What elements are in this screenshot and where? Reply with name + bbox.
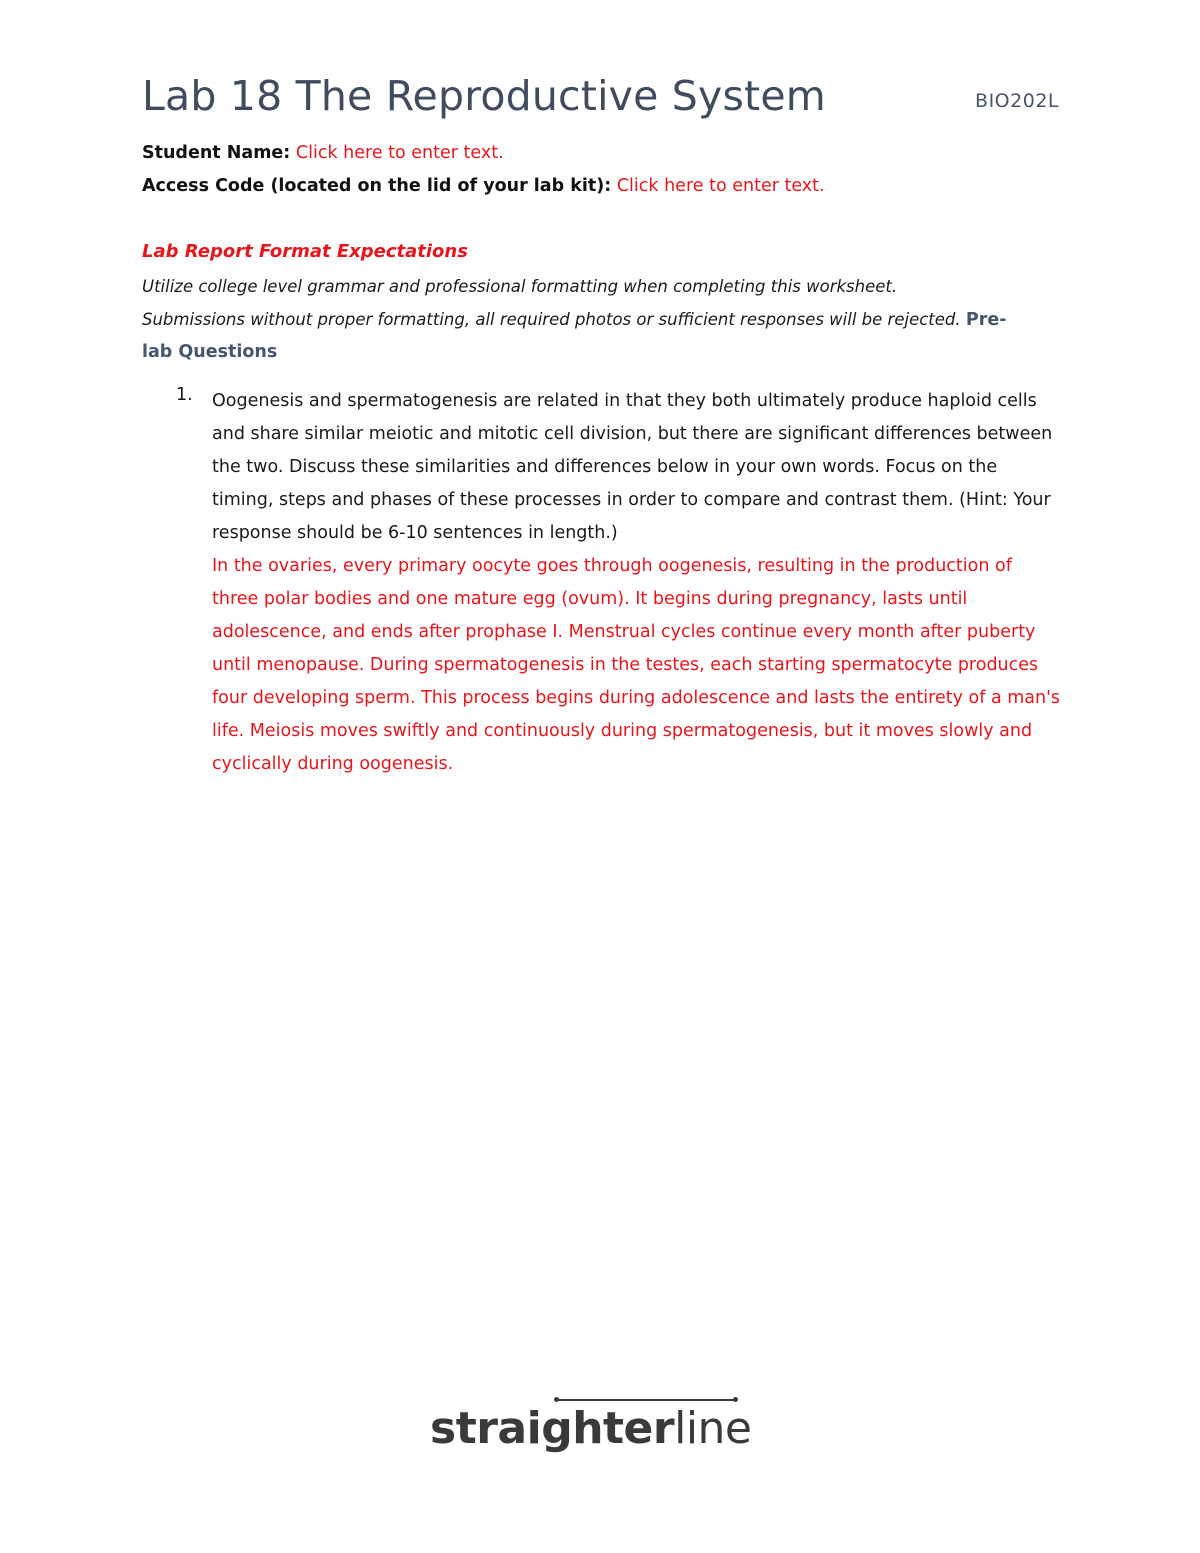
access-code-row <box>142 176 825 196</box>
question-prompt: Oogenesis and spermatogenesis are related in that they both ultimately produce haploid cells and share similar meiotic and mitotic cell division, but there are significant differences between the two. Discuss these similarities and differences below in your own words. Focus on the timing, steps and phases of these processes in order to compare and contrast them. (Hint: Your response should be 6-10 sentences in length.) <box>212 391 1053 543</box>
straighterline-logo <box>430 1395 770 1465</box>
logo-wordmark <box>430 1403 752 1454</box>
logo-dot-right <box>733 1397 738 1402</box>
logo-dot-left <box>554 1397 559 1402</box>
format-instruction-text: Submissions without proper formatting, all required photos or sufficient responses will be rejected. <box>142 310 961 329</box>
question-answer[interactable]: In the ovaries, every primary oocyte goes through oogenesis, resulting in the production of three polar bodies and one mature egg (ovum). It begins during pregnancy, lasts until adolescence, and ends after prophase I. Menstrual cycles continue every month after puberty until menopause. During spermatogenesis in the testes, each starting spermatocyte produces four developing sperm. This process begins during adolescence and lasts the entirety of a man's life. Meiosis moves swiftly and continuously during spermatogenesis, but it moves slowly and cyclically during oogenesis. <box>212 556 1061 774</box>
logo-text-bold: straighter <box>430 1403 675 1454</box>
access-code-field[interactable]: Click here to enter text. <box>616 176 825 196</box>
student-name-row <box>142 143 504 163</box>
logo-rule <box>556 1399 736 1401</box>
logo-text-light: line <box>674 1403 752 1454</box>
student-name-label: Student Name: <box>142 143 291 163</box>
format-expectations-heading: Lab Report Format Expectations <box>142 241 468 262</box>
prelab-heading-part-1: Pre- <box>965 310 1007 330</box>
page-title: Lab 18 The Reproductive System <box>142 72 826 120</box>
format-instruction-line-1: Utilize college level grammar and professional formatting when completing this worksheet. <box>142 277 898 296</box>
prelab-heading-part-2: lab Questions <box>142 342 278 362</box>
course-code: BIO202L <box>975 90 1059 112</box>
access-code-label: Access Code (located on the lid of your lab kit): <box>142 176 612 196</box>
question-number: 1. <box>176 385 193 405</box>
format-instruction-line-2 <box>142 310 1006 330</box>
student-name-field[interactable]: Click here to enter text. <box>295 143 504 163</box>
